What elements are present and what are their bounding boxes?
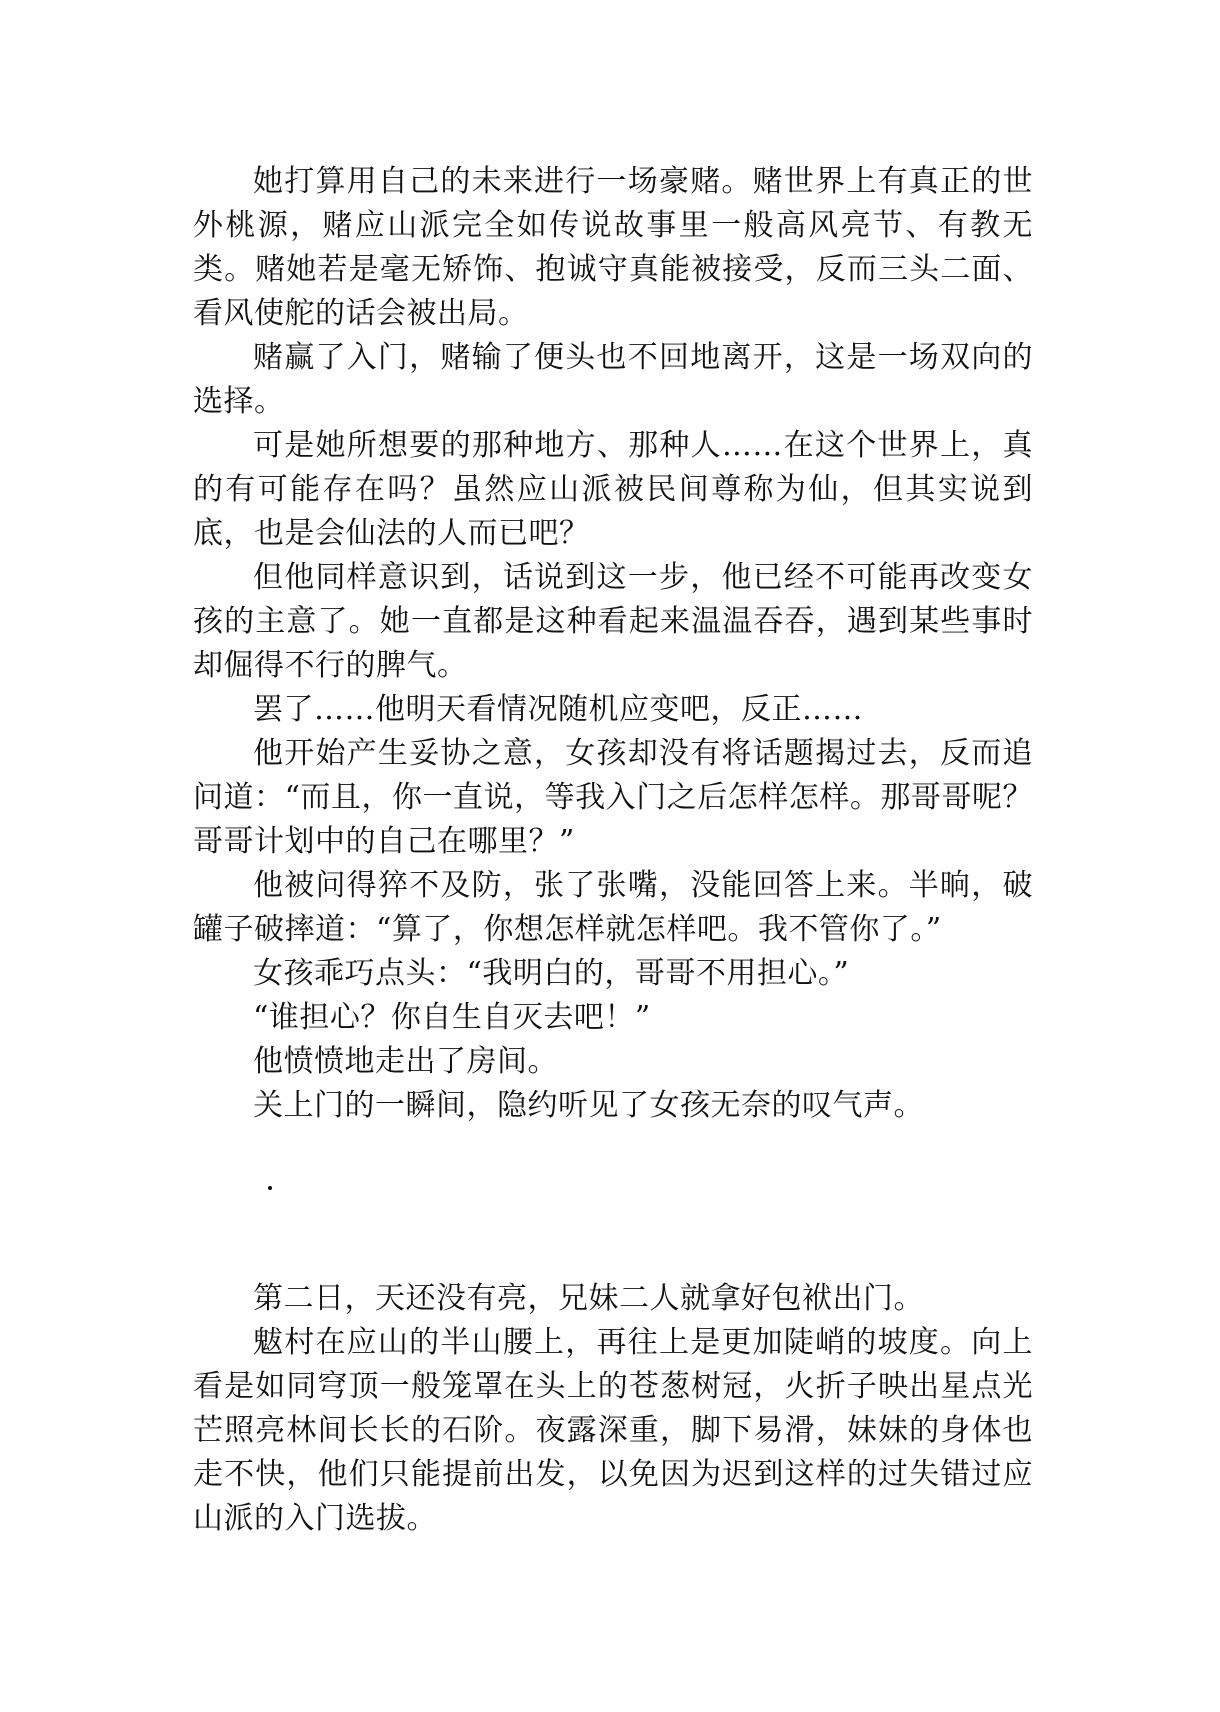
paragraph: 赌赢了入门，赌输了便头也不回地离开，这是一场双向的选择。 — [193, 340, 1033, 419]
paragraph: 但他同样意识到，话说到这一步，他已经不可能再改变女孩的主意了。她一直都是这种看起来温温吞吞，遇到某些事时却倔得不行的脾气。 — [193, 560, 1033, 683]
paragraph: 他被问得猝不及防，张了张嘴，没能回答上来。半晌，破罐子破摔道：“算了，你想怎样就怎样吧。我不管你了。” — [193, 868, 1033, 947]
paragraph: “谁担心？你自生自灭去吧！” — [253, 1000, 651, 1035]
paragraph: 他开始产生妥协之意，女孩却没有将话题揭过去，反而追问道：“而且，你一直说，等我入门之后怎样怎样。那哥哥呢？哥哥计划中的自己在哪里？” — [193, 736, 1033, 859]
paragraph: 她打算用自己的未来进行一场豪赌。赌世界上有真正的世外桃源，赌应山派完全如传说故事里一般高风亮节、有教无类。赌她若是毫无矫饰、抱诚守真能被接受，反而三头二面、看风使舵的话会被出局。 — [193, 164, 1033, 331]
paragraph: 他愤愤地走出了房间。 — [253, 1044, 558, 1079]
paragraph: 可是她所想要的那种地方、那种人……在这个世界上，真的有可能存在吗？虽然应山派被民间尊称为仙，但其实说到底，也是会仙法的人而已吧？ — [193, 428, 1033, 551]
paragraph: 关上门的一瞬间，隐约听见了女孩无奈的叹气声。 — [253, 1088, 924, 1123]
paragraph: 罢了……他明天看情况随机应变吧，反正…… — [253, 692, 863, 727]
paragraph: 第二日，天还没有亮，兄妹二人就拿好包袱出门。 — [253, 1281, 924, 1316]
section-one — [193, 160, 1033, 1128]
paragraph: 魃村在应山的半山腰上，再往上是更加陡峭的坡度。向上看是如同穹顶一般笼罩在头上的苍葱树冠，火折子映出星点光芒照亮林间长长的石阶。夜露深重，脚下易滑，妹妹的身体也走不快，他们只能提前出发，以免因为迟到这样的过失错过应山派的入门选拔。 — [193, 1325, 1033, 1536]
section-divider-dot — [268, 1186, 272, 1190]
paragraph: 女孩乖巧点头：“我明白的，哥哥不用担心。” — [253, 956, 850, 991]
section-two — [193, 1277, 1033, 1541]
